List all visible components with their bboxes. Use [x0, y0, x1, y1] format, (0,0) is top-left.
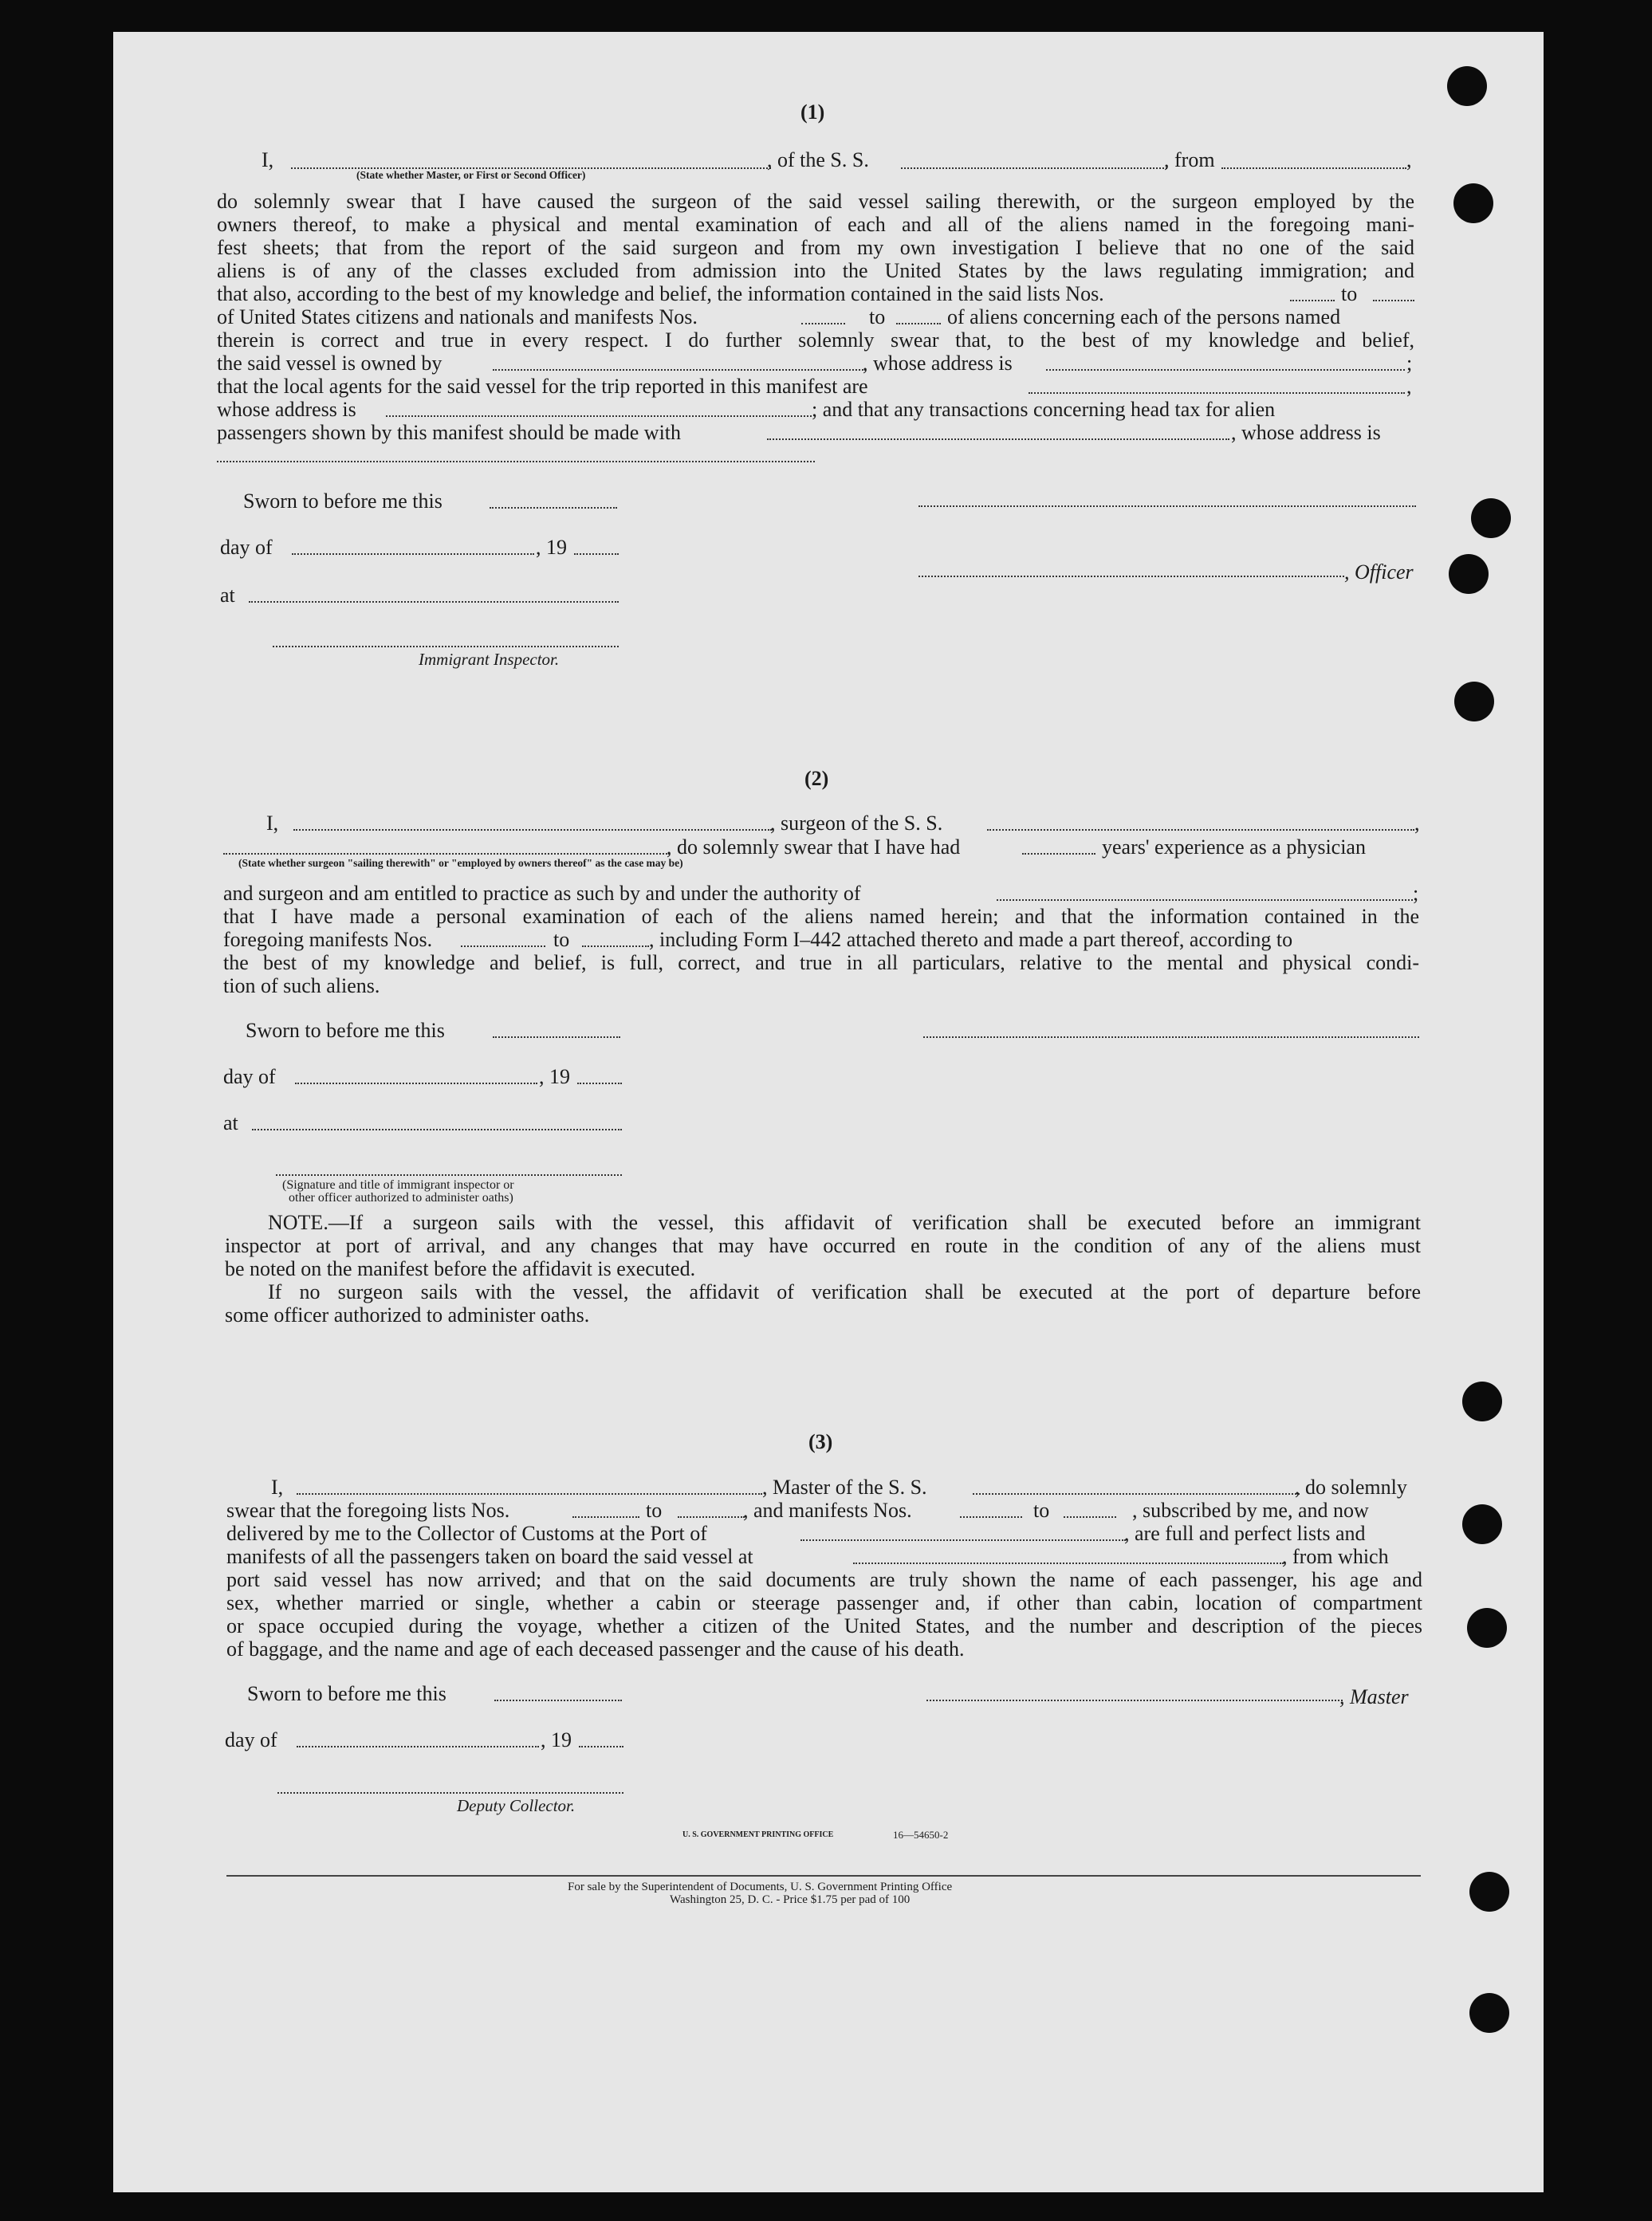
s2-sworn-field[interactable] — [493, 1036, 620, 1038]
s3-l1-ss: , Master of the S. S. — [762, 1476, 927, 1499]
s1-p11-address: , whose address is — [1231, 421, 1381, 444]
note-line-3: be noted on the manifest before the affidavit is executed. — [225, 1257, 696, 1280]
s1-sworn-label: Sworn to before me this — [243, 489, 442, 513]
s2-manifests-from-field[interactable] — [461, 945, 545, 947]
s3-sworn-label: Sworn to before me this — [247, 1682, 446, 1705]
note-line-1: NOTE.—If a surgeon sails with the vessel, this affidavit of verification shall be executed before an immigrant — [268, 1211, 1421, 1234]
gpo-imprint: U. S. GOVERNMENT PRINTING OFFICE — [682, 1830, 834, 1839]
section-3-number: (3) — [808, 1430, 833, 1453]
master-signature-line[interactable] — [926, 1700, 1343, 1701]
s1-year-label: , 19 — [536, 536, 567, 559]
s1-dayof-label: day of — [220, 536, 273, 559]
s3-l2-to1: to — [646, 1499, 663, 1522]
surgeon-note: (State whether surgeon "sailing therewith" or "employed by owners thereof" as the case may be) — [238, 857, 683, 869]
head-tax-address-field[interactable] — [217, 461, 815, 462]
s3-l3-rest: , are full and perfect lists and — [1124, 1522, 1366, 1545]
s1-para-line-7: therein is correct and true in every respect. I do further solemnly swear that, to the best of my knowledge and belief, — [217, 328, 1414, 352]
s1-signature-line[interactable] — [918, 505, 1416, 507]
s1-manifests-from-field[interactable] — [801, 323, 845, 324]
s1-l1-from: , from — [1164, 148, 1215, 171]
s1-para-line-3: fest sheets; that from the report of the said surgeon and from my own investigation I believe that no one of the said — [217, 236, 1414, 259]
agents-address-field[interactable] — [386, 415, 812, 417]
practice-authority-field[interactable] — [997, 899, 1413, 901]
punch-hole-3 — [1471, 498, 1511, 538]
note-line-4: If no surgeon sails with the vessel, the affidavit of verification shall be executed at the port of departure before — [268, 1280, 1421, 1303]
official-signature-note-1: (Signature and title of immigrant inspector or — [282, 1178, 514, 1192]
punch-hole-9 — [1469, 1872, 1509, 1912]
s1-lists-to-field[interactable] — [1373, 300, 1414, 301]
s2-l1-comma: , — [1414, 812, 1420, 835]
s3-para-line-7: or space occupied during the voyage, whether a citizen of the United States, and the number and description of the pieces — [226, 1614, 1422, 1637]
s1-lists-from-field[interactable] — [1290, 300, 1335, 301]
immigrant-inspector-label: Immigrant Inspector. — [419, 650, 560, 669]
s3-ship-name-field[interactable] — [973, 1493, 1300, 1495]
surgeon-signature-line[interactable] — [923, 1036, 1419, 1038]
s3-l1-solemnly: , do solemnly — [1295, 1476, 1407, 1499]
s2-l2-years: years' experience as a physician — [1102, 835, 1366, 859]
s3-year-label: , 19 — [541, 1728, 572, 1751]
s1-p5-text: that also, according to the best of my knowledge and belief, the information contained in the said lists Nos. — [217, 282, 1104, 305]
officer-signature-line[interactable] — [918, 576, 1344, 577]
section-1-number: (1) — [800, 100, 825, 124]
s1-l1-ss: , of the S. S. — [767, 148, 869, 171]
s1-manifests-to-field[interactable] — [896, 323, 941, 324]
s1-p9-comma: , — [1406, 375, 1412, 398]
s2-at-label: at — [223, 1111, 238, 1134]
form-code: 16—54650-2 — [893, 1829, 949, 1841]
s1-para-line-4: aliens is of any of the classes excluded from admission into the United States by the laws regulating immigration; and — [217, 259, 1414, 282]
punch-hole-7 — [1462, 1504, 1502, 1544]
s2-year-field[interactable] — [577, 1083, 622, 1084]
master-name-field[interactable] — [297, 1493, 762, 1495]
s2-at-field[interactable] — [252, 1129, 622, 1130]
s1-p5-to: to — [1341, 282, 1358, 305]
s2-para-line-2: that I have made a personal examination of each of the aliens named herein; and that the information contained in the — [223, 905, 1419, 928]
s3-l3-text: delivered by me to the Collector of Customs at the Port of — [226, 1522, 707, 1545]
vessel-owner-field[interactable] — [493, 369, 866, 371]
s1-p6-to: to — [869, 305, 886, 328]
deputy-collector-label: Deputy Collector. — [457, 1796, 576, 1815]
s1-ship-name-field[interactable] — [901, 167, 1167, 169]
punch-hole-5 — [1454, 682, 1494, 721]
s2-p3-to: to — [553, 928, 570, 951]
s1-p11-text: passengers shown by this manifest should be made with — [217, 421, 682, 444]
punch-hole-4 — [1449, 554, 1489, 594]
surgeon-status-field[interactable] — [223, 853, 670, 855]
s2-p3-text: foregoing manifests Nos. — [223, 928, 433, 951]
owner-address-field[interactable] — [1046, 369, 1405, 371]
s1-l1-i: I, — [262, 148, 274, 171]
s3-l1-i: I, — [271, 1476, 284, 1499]
punch-hole-8 — [1467, 1608, 1507, 1648]
s2-manifests-to-field[interactable] — [582, 945, 649, 947]
inspector-signature-line[interactable] — [273, 646, 619, 647]
s1-year-field[interactable] — [574, 553, 619, 555]
s1-p8-address: , whose address is — [863, 352, 1013, 375]
s2-p1-text: and surgeon and am entitled to practice as such by and under the authority of — [223, 882, 861, 905]
section-2-number: (2) — [804, 767, 829, 790]
s2-l1-i: I, — [266, 812, 279, 835]
s1-p9-text: that the local agents for the said vessel for the trip reported in this manifest are — [217, 375, 868, 398]
s2-year-label: , 19 — [539, 1065, 570, 1088]
s1-p8-text: the said vessel is owned by — [217, 352, 442, 375]
s1-p10-text: whose address is — [217, 398, 356, 421]
s1-p10-rest: ; and that any transactions concerning head tax for alien — [812, 398, 1276, 421]
s3-para-line-8: of baggage, and the name and age of each deceased passenger and the cause of his death. — [226, 1637, 965, 1661]
local-agents-field[interactable] — [1029, 392, 1405, 394]
s1-p6-end: of aliens concerning each of the persons named — [947, 305, 1341, 328]
s3-sworn-field[interactable] — [494, 1700, 622, 1701]
s2-l2-swear: , do solemnly swear that I have had — [667, 835, 961, 859]
s1-from-port-field[interactable] — [1221, 167, 1406, 169]
s2-p1-semicolon: ; — [1413, 882, 1419, 905]
officer-note: (State whether Master, or First or Second Officer) — [356, 169, 586, 181]
footer-rule — [226, 1875, 1421, 1877]
s1-sworn-field[interactable] — [490, 507, 617, 509]
s1-p6-text: of United States citizens and nationals and manifests Nos. — [217, 305, 698, 328]
s2-sworn-label: Sworn to before me this — [246, 1019, 445, 1042]
sale-notice-line-1: For sale by the Superintendent of Documents, U. S. Government Printing Office — [568, 1881, 953, 1893]
sale-notice-line-2: Washington 25, D. C. - Price $1.75 per pad of 100 — [670, 1893, 911, 1906]
s3-manifests-to-field[interactable] — [1064, 1516, 1116, 1518]
punch-hole-2 — [1453, 183, 1493, 223]
note-line-5: some officer authorized to administer oaths. — [225, 1303, 590, 1327]
s3-manifests-from-field[interactable] — [960, 1516, 1022, 1518]
s3-l2-text: swear that the foregoing lists Nos. — [226, 1499, 510, 1522]
punch-hole-1 — [1447, 66, 1487, 106]
surgeon-name-field[interactable] — [293, 829, 772, 831]
s2-p3-rest: , including Form I–442 attached thereto and made a part thereof, according to — [649, 928, 1293, 951]
master-label: , Master — [1339, 1685, 1409, 1708]
s3-day-field[interactable] — [297, 1746, 539, 1747]
s3-l4-text: manifests of all the passengers taken on board the said vessel at — [226, 1545, 753, 1568]
s1-para-line-2: owners thereof, to make a physical and mental examination of each and all of the aliens named in the foregoing mani- — [217, 213, 1414, 236]
officer-label: , Officer — [1344, 560, 1414, 584]
s2-dayof-label: day of — [223, 1065, 276, 1088]
s3-year-field[interactable] — [579, 1746, 623, 1747]
s2-l1-ss: , surgeon of the S. S. — [770, 812, 943, 835]
years-experience-field[interactable] — [1022, 853, 1095, 855]
s1-at-field[interactable] — [249, 601, 619, 603]
s1-l1-comma: , — [1406, 148, 1412, 171]
s3-l2-rest: , subscribed by me, and now — [1132, 1499, 1369, 1522]
s2-ship-name-field[interactable] — [987, 829, 1414, 831]
deputy-collector-signature-line[interactable] — [277, 1792, 623, 1794]
s1-para-line-1: do solemnly swear that I have caused the surgeon of the said vessel sailing therewith, or the surgeon employed by the — [217, 190, 1414, 213]
official-signature-note-2: other officer authorized to administer oaths) — [289, 1191, 513, 1205]
s3-para-line-5: port said vessel has now arrived; and that on the said documents are truly shown the name of each passenger, his age and — [226, 1568, 1422, 1591]
s1-at-label: at — [220, 584, 235, 607]
port-of-field[interactable] — [800, 1539, 1126, 1541]
s3-lists-to-field[interactable] — [678, 1516, 745, 1518]
s3-para-line-6: sex, whether married or single, whether a cabin or steerage passenger and, if other than cabin, location of compartment — [226, 1591, 1422, 1614]
s3-l2-to2: to — [1033, 1499, 1050, 1522]
s3-l2-manifests: , and manifests Nos. — [743, 1499, 912, 1522]
s1-day-field[interactable] — [292, 553, 534, 555]
punch-hole-6 — [1462, 1382, 1502, 1421]
punch-hole-10 — [1469, 1993, 1509, 2033]
boarding-port-field[interactable] — [853, 1563, 1284, 1564]
head-tax-contact-field[interactable] — [767, 438, 1229, 440]
s3-lists-from-field[interactable] — [572, 1516, 639, 1518]
s2-para-line-5: tion of such aliens. — [223, 974, 380, 997]
note-line-2: inspector at port of arrival, and any changes that may have occurred en route in the condition of any of the aliens must — [225, 1234, 1421, 1257]
s3-l4-rest: , from which — [1282, 1545, 1389, 1568]
s2-day-field[interactable] — [295, 1083, 537, 1084]
s2-para-line-4: the best of my knowledge and belief, is full, correct, and true in all particulars, relative to the mental and physical condi- — [223, 951, 1419, 974]
s2-official-signature-line[interactable] — [276, 1174, 622, 1176]
s1-p8-semicolon: ; — [1406, 352, 1413, 375]
s3-dayof-label: day of — [225, 1728, 277, 1751]
